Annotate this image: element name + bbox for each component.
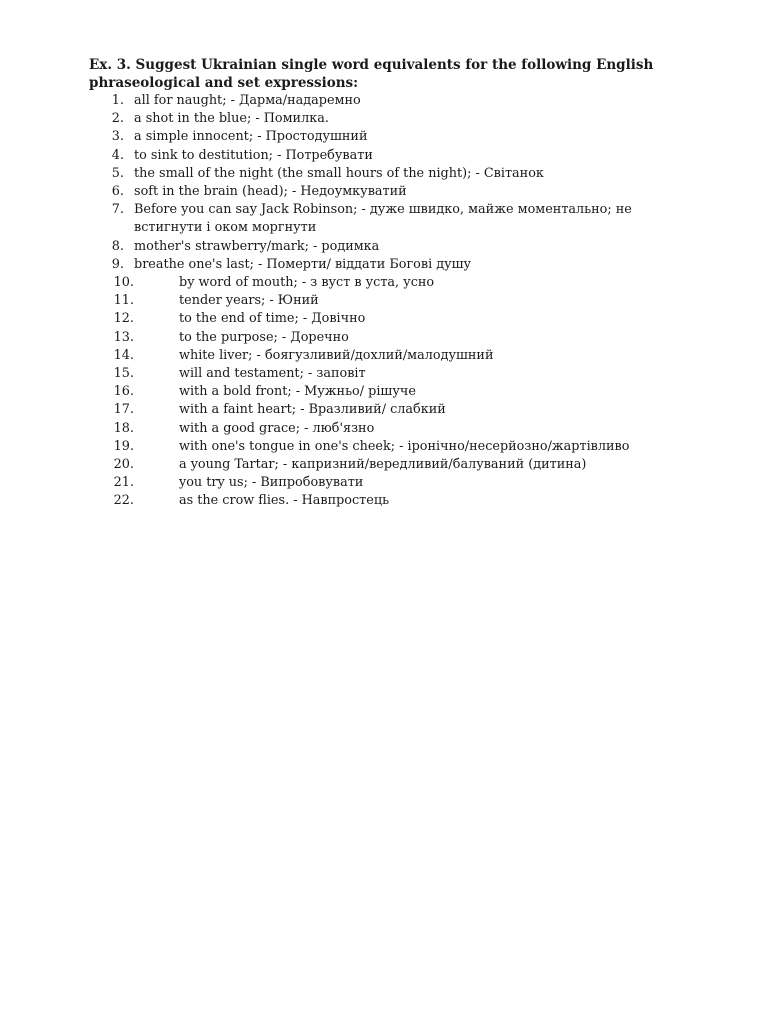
item-text: Before you can say Jack Robinson; - дуже швидко, майже моментально; не xyxy=(134,202,632,218)
list-item xyxy=(89,201,729,237)
item-text: with a bold front; - Мужньо/ рішуче xyxy=(179,384,416,400)
item-text: you try us; - Випробовувати xyxy=(179,475,364,491)
list-item xyxy=(89,492,729,510)
item-text: the small of the night (the small hours of the night); - Світанок xyxy=(134,165,544,181)
list-item xyxy=(89,420,729,438)
item-number: 10. xyxy=(113,275,134,291)
item-text: a shot in the blue; - Помилка. xyxy=(134,111,329,127)
item-number: 14. xyxy=(113,347,134,363)
list-item xyxy=(89,165,729,183)
list-item xyxy=(89,183,729,201)
item-number: 13. xyxy=(113,329,134,345)
list-item xyxy=(89,292,729,310)
item-number: 2. xyxy=(111,111,124,127)
item-number: 9. xyxy=(111,256,124,272)
list-item xyxy=(89,456,729,474)
list-item xyxy=(89,147,729,165)
item-number: 19. xyxy=(113,438,134,454)
item-number: 5. xyxy=(111,165,124,181)
list-item xyxy=(89,110,729,128)
item-text: all for naught; - Дарма/надаремно xyxy=(134,93,361,108)
list-item xyxy=(89,92,729,110)
exercise-heading-line-1: Ex. 3. Suggest Ukrainian single word equivalents for the following English xyxy=(89,57,654,73)
item-number: 21. xyxy=(113,475,134,491)
list-item xyxy=(89,310,729,328)
list-item xyxy=(89,274,729,292)
list-item xyxy=(89,474,729,492)
list-item xyxy=(89,329,729,347)
item-number: 20. xyxy=(113,457,134,473)
item-text: to the purpose; - Доречно xyxy=(179,329,349,345)
list-item xyxy=(89,438,729,456)
item-text: white liver; - боягузливий/дохлий/малодушний xyxy=(179,347,494,363)
item-number: 1. xyxy=(111,93,124,108)
item-text: to the end of time; - Довічно xyxy=(179,311,366,327)
item-number: 16. xyxy=(113,384,134,400)
list-item xyxy=(89,347,729,365)
item-number: 8. xyxy=(111,238,124,254)
item-text: a young Tartar; - капризний/вередливий/балуваний (дитина) xyxy=(179,457,587,473)
item-number: 18. xyxy=(113,420,134,436)
item-text: to sink to destitution; - Потребувати xyxy=(134,147,373,163)
item-number: 6. xyxy=(111,184,124,200)
item-text: as the crow flies. - Навпростець xyxy=(179,493,390,509)
item-text: by word of mouth; - з вуст в уста, усно xyxy=(179,275,435,291)
item-number: 17. xyxy=(113,402,134,418)
expression-list xyxy=(89,92,729,511)
list-item xyxy=(89,401,729,419)
exercise-heading xyxy=(89,56,729,92)
item-text: breathe one's last; - Померти/ віддати Богові душу xyxy=(134,256,472,272)
item-text: with one's tongue in one's cheek; - іронічно/несерйозно/жартівливо xyxy=(179,438,630,454)
item-number: 22. xyxy=(113,493,134,509)
list-item xyxy=(89,383,729,401)
item-number: 15. xyxy=(113,366,134,382)
item-number: 12. xyxy=(113,311,134,327)
item-text: with a good grace; - люб'язно xyxy=(179,420,375,436)
list-item xyxy=(89,256,729,274)
item-text: tender years; - Юний xyxy=(179,293,319,309)
list-item xyxy=(89,128,729,146)
item-text-continuation: встигнути і оком моргнути xyxy=(134,220,317,236)
item-text: soft in the brain (head); - Недоумкуватий xyxy=(134,184,407,200)
document-page xyxy=(89,56,729,511)
item-number: 11. xyxy=(113,293,134,309)
exercise-heading-line-2: phraseological and set expressions: xyxy=(89,75,359,91)
item-number: 3. xyxy=(111,129,124,145)
item-text: mother's strawberry/mark; - родимка xyxy=(134,238,380,254)
item-number: 4. xyxy=(111,147,124,163)
item-number: 7. xyxy=(111,202,124,218)
list-item xyxy=(89,365,729,383)
item-text: with a faint heart; - Вразливий/ слабкий xyxy=(179,402,446,418)
item-text: will and testament; - заповіт xyxy=(179,366,366,382)
list-item xyxy=(89,238,729,256)
item-text: a simple innocent; - Простодушний xyxy=(134,129,368,145)
